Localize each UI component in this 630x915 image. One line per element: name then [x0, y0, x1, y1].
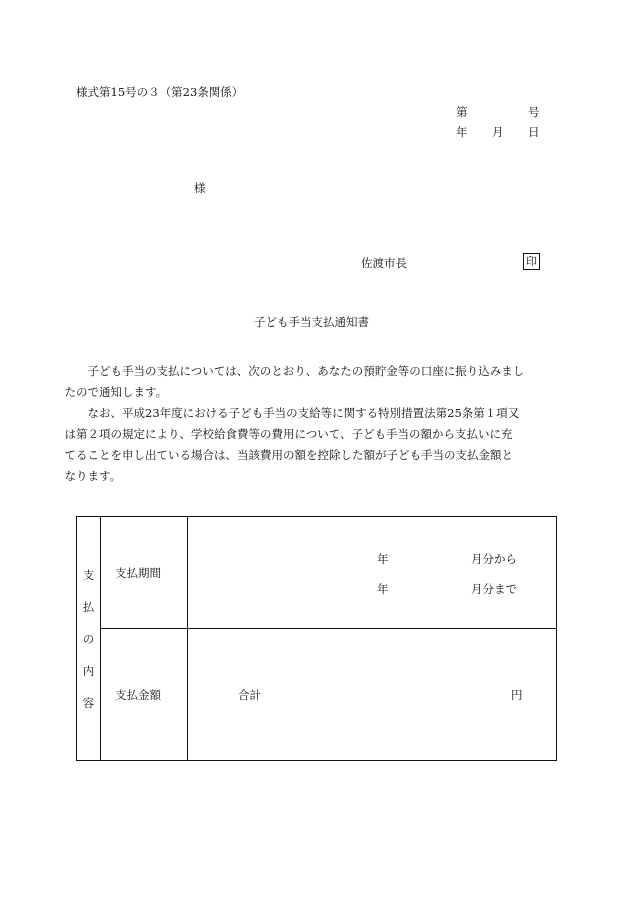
- side-label-char: の: [82, 631, 95, 646]
- body-line: は第２項の規定により、学校給食費等の費用について、子ども手当の額から支払いに充: [64, 427, 513, 441]
- body-line: たので通知します。: [64, 385, 168, 399]
- period-to-month: 月分まで: [471, 582, 517, 596]
- document-number-prefix: 第: [456, 105, 468, 119]
- side-label-char: 内: [82, 663, 95, 678]
- recipient-suffix: 様: [194, 181, 206, 195]
- seal-mark: 印: [523, 253, 540, 270]
- side-label-char: 払: [82, 599, 95, 614]
- period-to-year: 年: [377, 582, 389, 596]
- period-from-month: 月分から: [471, 552, 517, 566]
- body-line: てることを申し出ている場合は、当該費用の額を控除した額が子ども手当の支払金額と: [64, 448, 513, 462]
- date-month: 月: [492, 125, 504, 139]
- amount-total-label: 合計: [238, 688, 261, 702]
- payment-details-table: [76, 516, 557, 761]
- body-line: 子ども手当の支払については、次のとおり、あなたの預貯金等の口座に振り込みまし: [87, 364, 525, 378]
- body-paragraph-1: [64, 361, 556, 403]
- form-number: 様式第15号の３（第23条関係）: [76, 85, 244, 99]
- amount-unit: 円: [511, 688, 523, 702]
- period-from-year: 年: [377, 552, 389, 566]
- body-line: なります。: [64, 469, 122, 483]
- payment-contents-side-label: [77, 517, 101, 761]
- side-label-char: 容: [82, 695, 95, 710]
- body-paragraph-2: [64, 403, 556, 487]
- date-year: 年: [456, 125, 468, 139]
- payment-amount-value: [188, 629, 557, 761]
- document-title: 子ども手当支払通知書: [254, 315, 369, 329]
- payment-period-label: 支払期間: [101, 517, 188, 629]
- issuer-title: 佐渡市長: [361, 256, 407, 270]
- payment-period-value: [188, 517, 557, 629]
- document-number-suffix: 号: [528, 105, 540, 119]
- body-line: なお、平成23年度における子ども手当の支給等に関する特別措置法第25条第１項又: [87, 406, 520, 420]
- side-label-char: 支: [82, 567, 95, 582]
- payment-amount-label: 支払金額: [101, 629, 188, 761]
- date-day: 日: [528, 125, 540, 139]
